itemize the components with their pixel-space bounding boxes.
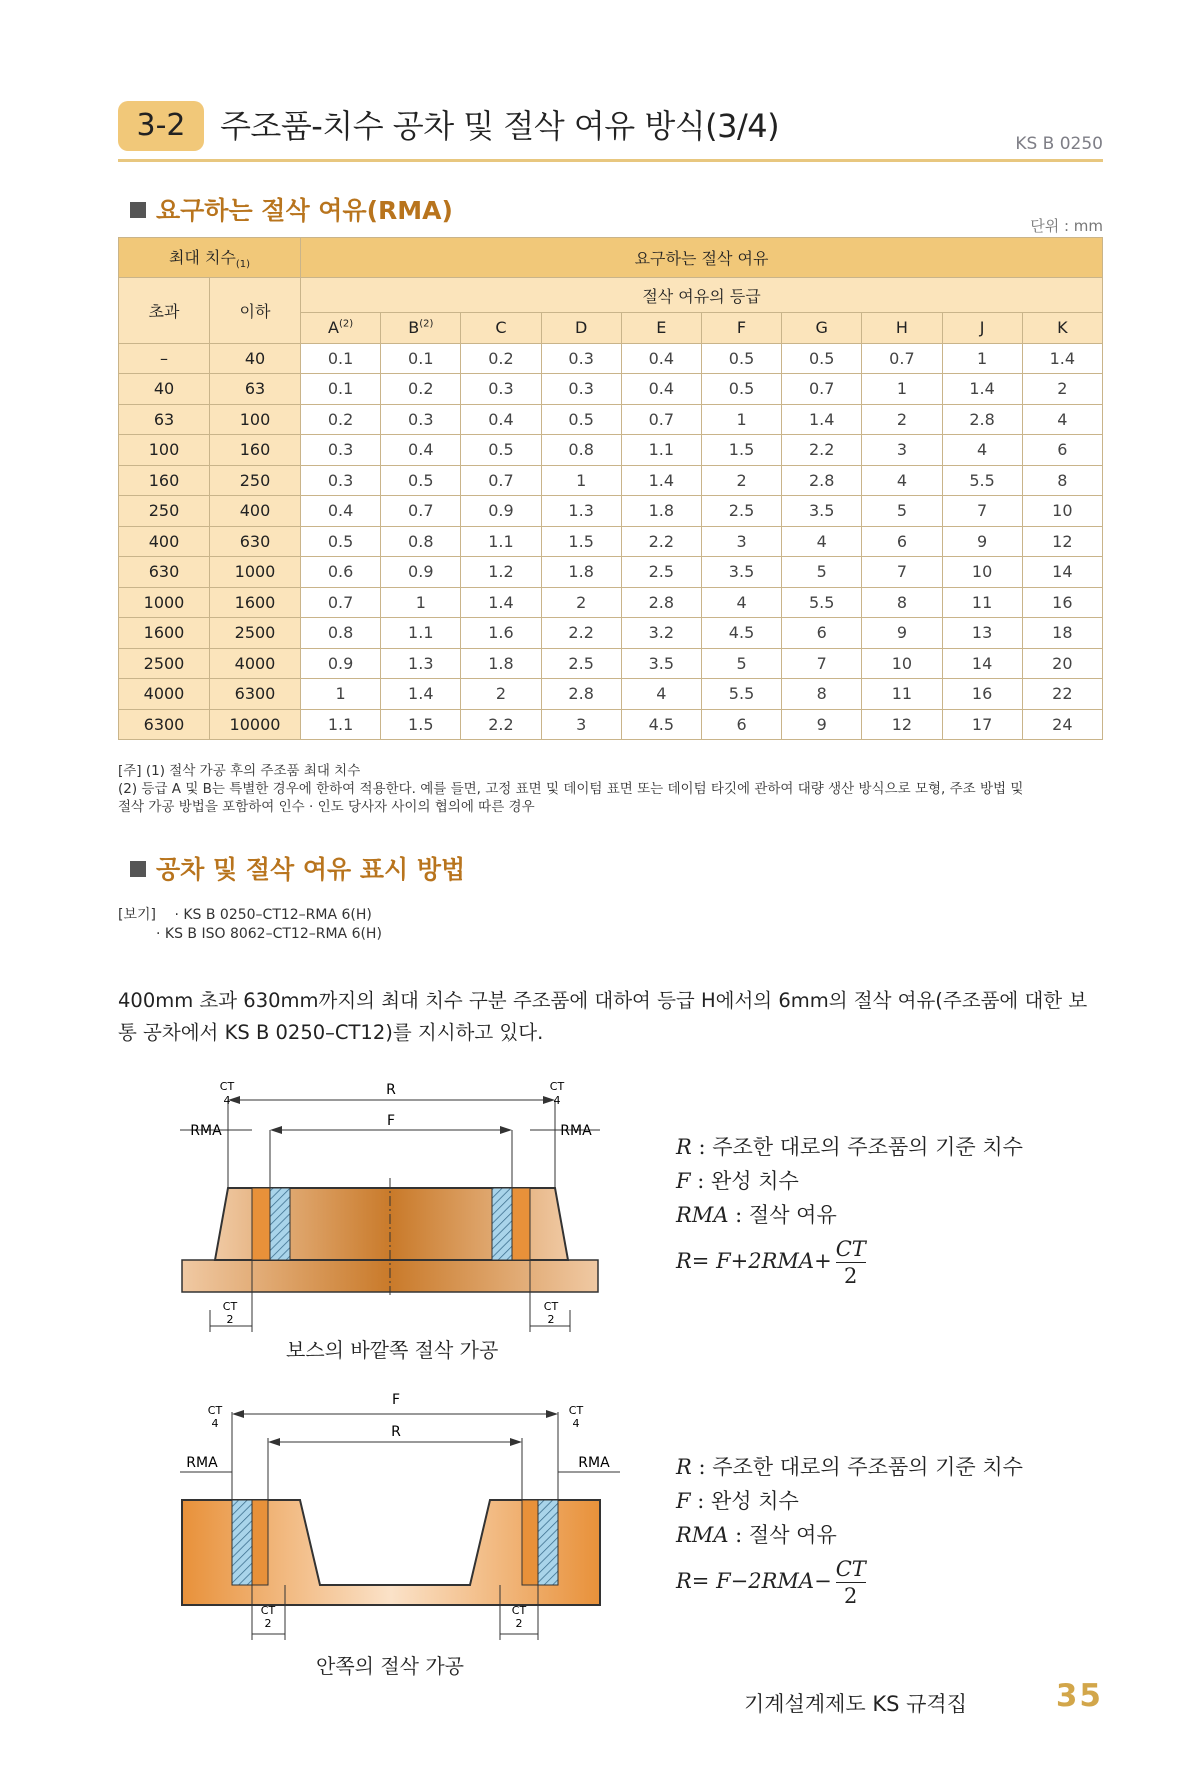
allowance-cell: 0.3 (461, 374, 541, 405)
svg-text:2: 2 (515, 1617, 523, 1630)
allowance-cell: 0.7 (782, 374, 862, 405)
allowance-cell: 0.3 (301, 435, 381, 466)
allowance-cell: 10 (942, 557, 1022, 588)
allowance-cell: 0.5 (701, 374, 781, 405)
rma-table (118, 237, 1103, 740)
table-note-3: 절삭 가공 방법을 포함하여 인수 · 인도 당사자 사이의 협의에 따른 경우 (118, 799, 535, 815)
size-upto-cell: 100 (210, 404, 301, 435)
page-number: 35 (1055, 1678, 1103, 1714)
allowance-cell: 16 (1022, 587, 1102, 618)
allowance-cell: 9 (942, 526, 1022, 557)
allowance-cell: 4 (942, 435, 1022, 466)
allowance-cell: 5 (862, 496, 942, 527)
header-grade-f: F (701, 313, 781, 344)
allowance-cell: 3.2 (621, 618, 701, 649)
allowance-cell: 3 (701, 526, 781, 557)
header-grade-k: K (1022, 313, 1102, 344)
description-paragraph: 400mm 초과 630mm까지의 최대 치수 구분 주조품에 대하여 등급 H에서의 6mm의 절삭 여유(주조품에 대한 보통 공차에서 KS B 0250–CT12)를 지시하고 있다. (118, 989, 1088, 1044)
example-line-1: · KS B 0250–CT12–RMA 6(H) (174, 907, 372, 923)
allowance-cell: 1.5 (701, 435, 781, 466)
allowance-cell: 0.7 (301, 587, 381, 618)
allowance-cell: 1.1 (461, 526, 541, 557)
allowance-cell: 2.5 (701, 496, 781, 527)
allowance-cell: 1.4 (621, 465, 701, 496)
size-upto-cell: 63 (210, 374, 301, 405)
header-required-allowance: 요구하는 절삭 여유 (301, 238, 1103, 278)
allowance-cell: 0.9 (301, 648, 381, 679)
allowance-cell: 2.8 (621, 587, 701, 618)
header-over: 초과 (119, 278, 210, 344)
allowance-cell: 1.1 (621, 435, 701, 466)
allowance-cell: 6 (782, 618, 862, 649)
allowance-cell: 0.8 (541, 435, 621, 466)
size-over-cell: 630 (119, 557, 210, 588)
size-over-cell: 1600 (119, 618, 210, 649)
size-over-cell: 160 (119, 465, 210, 496)
allowance-cell: 11 (942, 587, 1022, 618)
svg-text:CT: CT (260, 1604, 276, 1617)
allowance-cell: 0.5 (301, 526, 381, 557)
allowance-cell: 0.3 (301, 465, 381, 496)
table-note-1: [주] (1) 절삭 가공 후의 주조품 최대 치수 (118, 763, 361, 779)
allowance-cell: 2.2 (621, 526, 701, 557)
allowance-cell: 2 (862, 404, 942, 435)
allowance-cell: 2.2 (541, 618, 621, 649)
allowance-cell: 8 (862, 587, 942, 618)
allowance-cell: 1 (862, 374, 942, 405)
allowance-cell: 9 (782, 709, 862, 740)
allowance-cell: 0.5 (461, 435, 541, 466)
allowance-cell: 1.6 (461, 618, 541, 649)
allowance-cell: 9 (862, 618, 942, 649)
svg-text:2: 2 (226, 1313, 234, 1326)
table-row (119, 618, 1103, 649)
example-line-2: · KS B ISO 8062–CT12–RMA 6(H) (156, 926, 382, 942)
allowance-cell: 0.3 (381, 404, 461, 435)
allowance-cell: 2.2 (461, 709, 541, 740)
allowance-cell: 5 (782, 557, 862, 588)
allowance-cell: 1 (701, 404, 781, 435)
allowance-cell: 4.5 (701, 618, 781, 649)
allowance-cell: 2 (461, 679, 541, 710)
allowance-cell: 0.1 (301, 374, 381, 405)
allowance-cell: 0.7 (461, 465, 541, 496)
allowance-cell: 18 (1022, 618, 1102, 649)
header-grade-j: J (942, 313, 1022, 344)
allowance-cell: 5.5 (942, 465, 1022, 496)
dim-label-RMA-right: RMA (560, 1123, 592, 1139)
allowance-cell: 7 (942, 496, 1022, 527)
allowance-cell: 1.4 (381, 679, 461, 710)
size-over-cell: 40 (119, 374, 210, 405)
table-row (119, 374, 1103, 405)
table-row (119, 496, 1103, 527)
allowance-cell: 2.2 (782, 435, 862, 466)
allowance-cell: 0.9 (461, 496, 541, 527)
header-upto: 이하 (210, 278, 301, 344)
allowance-cell: 0.4 (381, 435, 461, 466)
allowance-cell: 0.3 (541, 343, 621, 374)
allowance-cell: 1.3 (541, 496, 621, 527)
table-row (119, 343, 1103, 374)
page-title: 주조품-치수 공차 및 절삭 여유 방식(3/4) (220, 107, 780, 145)
square-bullet-icon (130, 861, 146, 877)
size-over-cell: – (119, 343, 210, 374)
allowance-cell: 5.5 (782, 587, 862, 618)
svg-text:CT: CT (222, 1300, 238, 1313)
table-row (119, 587, 1103, 618)
allowance-cell: 2 (701, 465, 781, 496)
dim-label-RMA-left: RMA (186, 1455, 218, 1471)
allowance-cell: 0.4 (621, 343, 701, 374)
allowance-cell: 1.1 (301, 709, 381, 740)
allowance-cell: 6 (1022, 435, 1102, 466)
allowance-cell: 16 (942, 679, 1022, 710)
svg-text:4: 4 (553, 1094, 561, 1107)
size-upto-cell: 1000 (210, 557, 301, 588)
allowance-cell: 2.5 (541, 648, 621, 679)
allowance-cell: 0.8 (381, 526, 461, 557)
table-row (119, 404, 1103, 435)
boss-outside-machining-diagram (170, 1070, 610, 1350)
header-rule (118, 159, 1103, 162)
figure2-caption: 안쪽의 절삭 가공 (316, 1654, 464, 1678)
allowance-cell: 0.2 (301, 404, 381, 435)
allowance-cell: 1 (381, 587, 461, 618)
allowance-cell: 0.7 (621, 404, 701, 435)
header-grade-h: H (862, 313, 942, 344)
allowance-cell: 0.5 (782, 343, 862, 374)
allowance-cell: 0.4 (621, 374, 701, 405)
allowance-cell: 1 (541, 465, 621, 496)
table-row (119, 709, 1103, 740)
allowance-cell: 4 (701, 587, 781, 618)
allowance-cell: 0.8 (301, 618, 381, 649)
size-over-cell: 6300 (119, 709, 210, 740)
svg-text:2: 2 (264, 1617, 272, 1630)
allowance-cell: 0.7 (381, 496, 461, 527)
allowance-cell: 14 (1022, 557, 1102, 588)
allowance-cell: 0.5 (701, 343, 781, 374)
allowance-cell: 1.4 (942, 374, 1022, 405)
svg-text:4: 4 (572, 1417, 580, 1430)
svg-text:4: 4 (211, 1417, 219, 1430)
allowance-cell: 1.1 (381, 618, 461, 649)
size-upto-cell: 2500 (210, 618, 301, 649)
example-label: [보기] (118, 907, 156, 923)
allowance-cell: 24 (1022, 709, 1102, 740)
svg-text:CT: CT (207, 1404, 223, 1417)
table-row (119, 465, 1103, 496)
allowance-cell: 0.1 (301, 343, 381, 374)
allowance-cell: 5.5 (701, 679, 781, 710)
header-grade-g: G (782, 313, 862, 344)
size-over-cell: 250 (119, 496, 210, 527)
header-grade-c: C (461, 313, 541, 344)
inside-machining-diagram (170, 1390, 630, 1660)
svg-text:2: 2 (547, 1313, 555, 1326)
allowance-cell: 8 (782, 679, 862, 710)
header-grade-b: $B^{(2)}$ (381, 313, 461, 344)
dim-label-RMA-right: RMA (578, 1455, 610, 1471)
size-upto-cell: 40 (210, 343, 301, 374)
allowance-cell: 2.8 (541, 679, 621, 710)
size-upto-cell: 6300 (210, 679, 301, 710)
size-upto-cell: 400 (210, 496, 301, 527)
size-over-cell: 63 (119, 404, 210, 435)
table-row (119, 526, 1103, 557)
allowance-cell: 1 (942, 343, 1022, 374)
figure1-caption: 보스의 바깥쪽 절삭 가공 (286, 1338, 499, 1362)
allowance-cell: 2.8 (782, 465, 862, 496)
allowance-cell: 5 (701, 648, 781, 679)
allowance-cell: 10 (1022, 496, 1102, 527)
allowance-cell: 0.2 (461, 343, 541, 374)
dim-label-R: R (386, 1082, 396, 1098)
allowance-cell: 4.5 (621, 709, 701, 740)
size-upto-cell: 1600 (210, 587, 301, 618)
allowance-cell: 1.8 (621, 496, 701, 527)
figure1-formula: R= F+2RMA+ $\frac{CT}{2}$ (676, 1237, 866, 1288)
allowance-cell: 22 (1022, 679, 1102, 710)
svg-text:4: 4 (223, 1094, 231, 1107)
figure2-formula: R= F−2RMA− $\frac{CT}{2}$ (676, 1557, 866, 1608)
allowance-cell: 0.4 (301, 496, 381, 527)
allowance-cell: 4 (862, 465, 942, 496)
allowance-cell: 0.9 (381, 557, 461, 588)
standard-reference: KS B 0250 (1015, 134, 1103, 154)
allowance-cell: 3 (862, 435, 942, 466)
size-over-cell: 1000 (119, 587, 210, 618)
allowance-cell: 2 (541, 587, 621, 618)
svg-text:CT: CT (549, 1080, 565, 1093)
allowance-cell: 6 (701, 709, 781, 740)
allowance-cell: 4 (621, 679, 701, 710)
allowance-cell: 20 (1022, 648, 1102, 679)
dim-label-F: F (391, 1392, 401, 1408)
allowance-cell: 0.5 (381, 465, 461, 496)
allowance-cell: 12 (1022, 526, 1102, 557)
allowance-cell: 14 (942, 648, 1022, 679)
allowance-cell: 1.4 (782, 404, 862, 435)
table-note-2: (2) 등급 A 및 B는 특별한 경우에 한하여 적용한다. 예를 들면, 고정 표면 및 데이텀 표면 또는 데이텀 타깃에 관하여 대량 생산 방식으로 모형, 주조 방법 및 (118, 781, 1024, 797)
allowance-cell: 11 (862, 679, 942, 710)
dim-label-R: R (391, 1424, 401, 1440)
allowance-cell: 12 (862, 709, 942, 740)
allowance-cell: 2 (1022, 374, 1102, 405)
allowance-cell: 2.5 (621, 557, 701, 588)
table-row (119, 557, 1103, 588)
allowance-cell: 0.2 (381, 374, 461, 405)
svg-text:CT: CT (543, 1300, 559, 1313)
section-heading-text: 요구하는 절삭 여유(RMA) (156, 196, 453, 225)
allowance-cell: 10 (862, 648, 942, 679)
svg-text:CT: CT (568, 1404, 584, 1417)
allowance-cell: 1 (301, 679, 381, 710)
allowance-cell: 7 (862, 557, 942, 588)
allowance-cell: 2.8 (942, 404, 1022, 435)
allowance-cell: 3.5 (621, 648, 701, 679)
allowance-cell: 1.3 (381, 648, 461, 679)
size-over-cell: 400 (119, 526, 210, 557)
book-title: 기계설계제도 KS 규격집 (743, 1692, 967, 1716)
allowance-cell: 17 (942, 709, 1022, 740)
header-grade-a: $A^{(2)}$ (301, 313, 381, 344)
svg-text:CT: CT (511, 1604, 527, 1617)
section-heading-text: 공차 및 절삭 여유 표시 방법 (156, 855, 466, 884)
dim-label-F: F (386, 1113, 396, 1129)
section-heading-indication (130, 850, 465, 886)
dim-label-RMA-left: RMA (190, 1123, 222, 1139)
table-row (119, 435, 1103, 466)
allowance-cell: 1.5 (381, 709, 461, 740)
size-over-cell: 4000 (119, 679, 210, 710)
allowance-cell: 0.6 (301, 557, 381, 588)
allowance-cell: 6 (862, 526, 942, 557)
allowance-cell: 4 (782, 526, 862, 557)
section-number-badge: 3-2 (118, 101, 204, 151)
figure2-legend: R : 주조한 대로의 주조품의 기준 치수 F : 완성 치수 RMA : 절삭 여유 R= F−2RMA− $\frac{CT}{2}$ (676, 1455, 1023, 1608)
size-upto-cell: 250 (210, 465, 301, 496)
allowance-cell: 1.5 (541, 526, 621, 557)
figure1-legend: R : 주조한 대로의 주조품의 기준 치수 F : 완성 치수 RMA : 절삭 여유 R= F+2RMA+ $\frac{CT}{2}$ (676, 1135, 1023, 1288)
size-over-cell: 100 (119, 435, 210, 466)
square-bullet-icon (130, 202, 146, 218)
header-grade-d: D (541, 313, 621, 344)
size-over-cell: 2500 (119, 648, 210, 679)
allowance-cell: 13 (942, 618, 1022, 649)
allowance-cell: 0.7 (862, 343, 942, 374)
allowance-cell: 0.5 (541, 404, 621, 435)
table-row (119, 679, 1103, 710)
size-upto-cell: 630 (210, 526, 301, 557)
allowance-cell: 1.4 (461, 587, 541, 618)
table-row (119, 648, 1103, 679)
header-grade: 절삭 여유의 등급 (301, 278, 1103, 313)
allowance-cell: 1.4 (1022, 343, 1102, 374)
allowance-cell: 1.8 (461, 648, 541, 679)
header-max-size: 최대 치수$_{(1)}$ (119, 238, 301, 278)
section-heading-rma (130, 191, 453, 227)
size-upto-cell: 4000 (210, 648, 301, 679)
allowance-cell: 1.2 (461, 557, 541, 588)
allowance-cell: 0.4 (461, 404, 541, 435)
size-upto-cell: 160 (210, 435, 301, 466)
allowance-cell: 7 (782, 648, 862, 679)
allowance-cell: 1.8 (541, 557, 621, 588)
example-block (118, 906, 382, 944)
allowance-cell: 3 (541, 709, 621, 740)
allowance-cell: 0.1 (381, 343, 461, 374)
svg-text:CT: CT (219, 1080, 235, 1093)
allowance-cell: 8 (1022, 465, 1102, 496)
allowance-cell: 3.5 (782, 496, 862, 527)
allowance-cell: 0.3 (541, 374, 621, 405)
size-upto-cell: 10000 (210, 709, 301, 740)
allowance-cell: 3.5 (701, 557, 781, 588)
header-grade-e: E (621, 313, 701, 344)
allowance-cell: 4 (1022, 404, 1102, 435)
unit-label: 단위 : mm (1030, 217, 1103, 235)
